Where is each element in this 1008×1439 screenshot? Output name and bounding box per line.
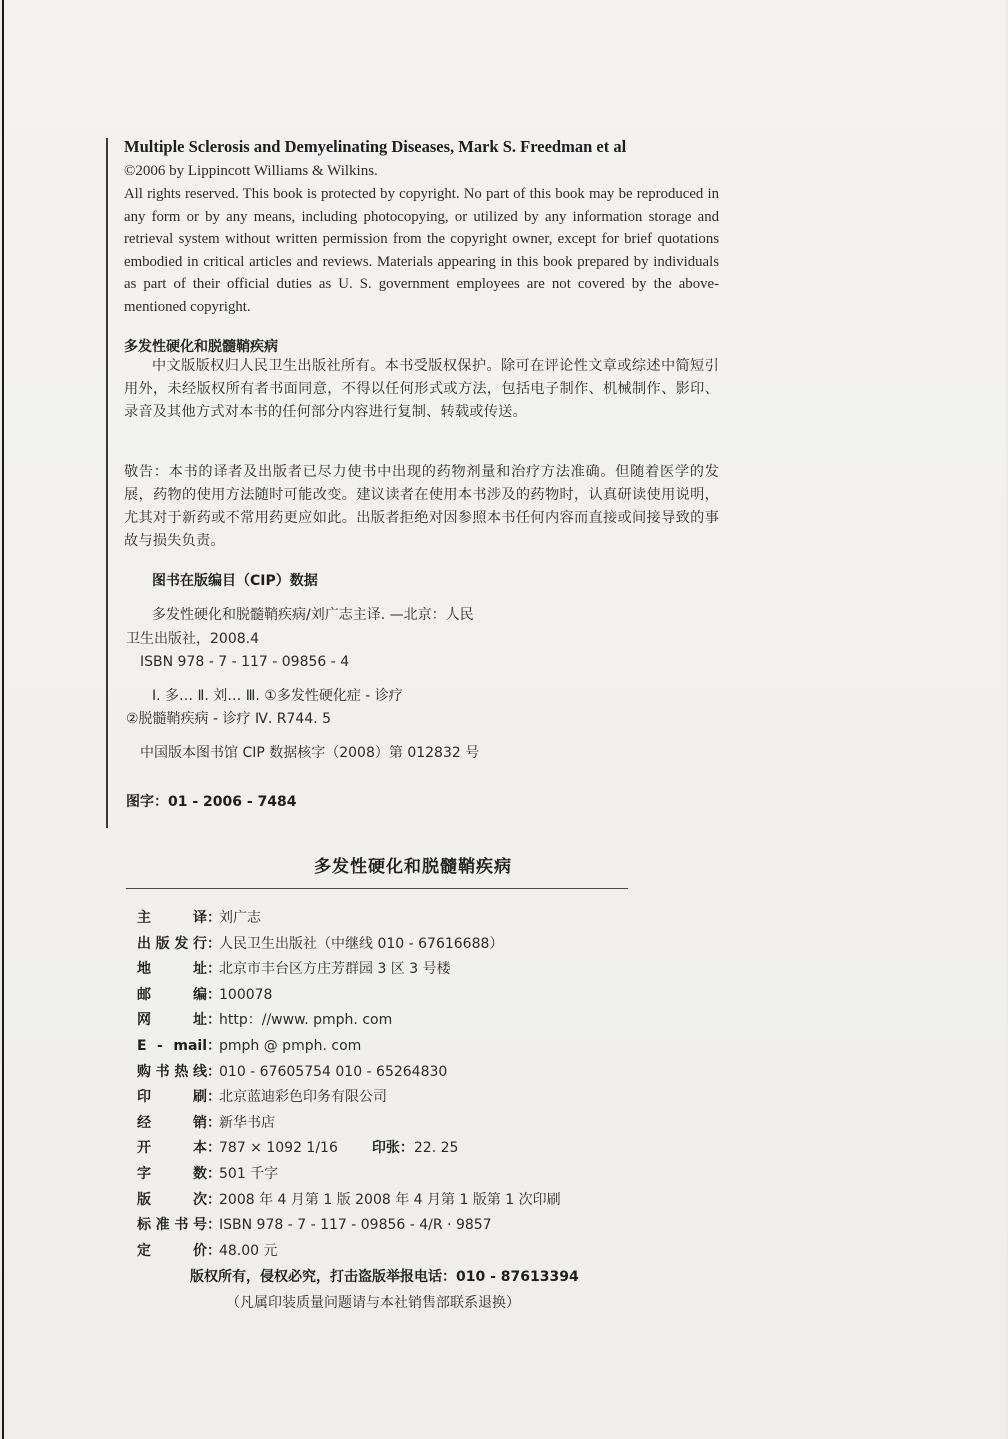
chinese-book-name: 多发性硬化和脱髓鞘疾病: [124, 339, 278, 355]
colophon-row-email: E - mail：pmph @ pmph. com: [137, 1037, 362, 1054]
colophon-row-website: 网 址：http：//www. pmph. com: [137, 1012, 393, 1029]
copyright-page: [2, 0, 1006, 1439]
sheets-label: 印张：: [371, 1140, 414, 1157]
english-copyright-line: ©2006 by Lippincott Williams & Wilkins.: [124, 163, 378, 179]
colophon-row-edition: 版 次：2008 年 4 月第 1 版 2008 年 4 月第 1 版第 1 次印刷: [137, 1191, 561, 1208]
colophon-row-address: 地 址：北京市丰台区方庄芳群园 3 区 3 号楼: [137, 961, 451, 978]
colophon-row-printer: 印 刷：北京蓝迪彩色印务有限公司: [137, 1089, 387, 1106]
chinese-warning-paragraph: 敬告：本书的译者及出版者已尽力使书中出现的药物剂量和治疗方法准确。但随着医学的发展，药物的使用方法随时可能改变。建议读者在使用本书涉及的药物时，认真研读使用说明，尤其对于新药或不常用药更应如此。出版者拒绝对因参照本书任何内容而直接或间接导致的事故与损失负责。: [124, 464, 719, 549]
colophon-row-hotline: 购书热线：010 - 67605754 010 - 65264830: [137, 1063, 448, 1080]
english-title-line: Multiple Sclerosis and Demyelinating Diseases, Mark S. Freedman et al: [124, 137, 627, 156]
colophon-row-publisher: 出版发行：人民卫生出版社（中继线 010 - 67616688）: [137, 935, 504, 952]
colophon-row-price: 定 价：48.00 元: [137, 1242, 278, 1259]
colophon-title-rule: [126, 888, 628, 889]
colophon-row-word-count: 字 数：501 千字: [137, 1165, 279, 1182]
colophon-row-postcode: 邮 编：100078: [137, 986, 273, 1003]
cip-class-line-2: ②脱髓鞘疾病 - 诊疗 Ⅳ. R744. 5: [126, 711, 332, 727]
cip-heading: 图书在版编目（CIP）数据: [152, 573, 318, 589]
english-copyright-block: [124, 134, 719, 318]
chinese-copyright-paragraph: 中文版版权归人民卫生出版社所有。本书受版权保护。除可在评论性文章或综述中简短引用外，未经版权所有者书面同意，不得以任何形式或方法，包括电子制作、机械制作、影印、录音及其他方式对本书的任何部分内容进行复制、转载或传送。: [124, 358, 719, 420]
colophon-row-format: 开 本：787 × 1092 1/16 印张：22. 25: [137, 1140, 459, 1157]
left-margin-rule: [106, 138, 108, 828]
cip-class-line-1: Ⅰ. 多… Ⅱ. 刘… Ⅲ. ①多发性硬化症 - 诊疗: [152, 688, 403, 704]
cip-data-number: 中国版本图书馆 CIP 数据核字（2008）第 012832 号: [140, 745, 480, 761]
colophon-table: [137, 906, 697, 1264]
cip-line-2: 卫生出版社，2008.4: [126, 631, 259, 647]
sheets-value: 22. 25: [413, 1140, 459, 1157]
cip-line-1: 多发性硬化和脱髓鞘疾病/刘广志主译. —北京：人民: [152, 607, 474, 623]
colophon-title: 多发性硬化和脱髓鞘疾病: [314, 857, 512, 877]
cip-isbn: ISBN 978 - 7 - 117 - 09856 - 4: [140, 654, 350, 670]
colophon-row-isbn: 标准书号：ISBN 978 - 7 - 117 - 09856 - 4/R · 9857: [137, 1217, 492, 1234]
english-rights-text: All rights reserved. This book is protected by copyright. No part of this book may be reproduced in any form or by any means, including photocopying, or utilized by any information storage and retrieval system without written permission from the copyright owner, except for brief quotations embodied in critical articles and reviews. Materials appearing in this book prepared by individuals as part of their official duties as U. S. government employees are not covered by the above-mentioned copyright.: [124, 186, 719, 315]
figure-number: 图字：01 - 2006 - 7484: [126, 794, 297, 810]
colophon-row-distributor: 经 销：新华书店: [137, 1114, 275, 1131]
anti-piracy-notice: 版权所有，侵权必究，打击盗版举报电话：010 - 87613394: [190, 1269, 579, 1285]
colophon-row-translator: 主 译：刘广志: [137, 910, 261, 926]
return-policy-notice: （凡属印装质量问题请与本社销售部联系退换）: [226, 1295, 520, 1311]
show-through-ghost-text: [734, 280, 1004, 400]
